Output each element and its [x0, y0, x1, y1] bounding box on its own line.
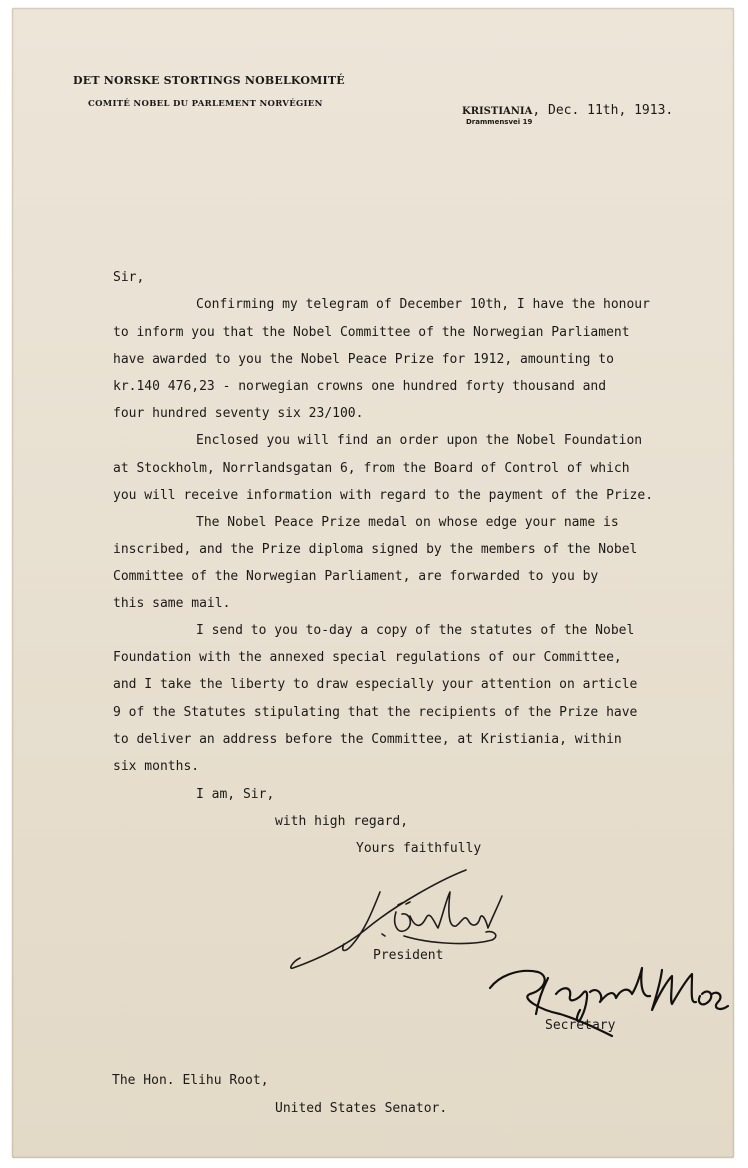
- body-line: six months.: [113, 759, 200, 774]
- body-line: and I take the liberty to draw especially your attention on article: [113, 677, 638, 692]
- date-line: [462, 104, 673, 119]
- letterhead-title: DET NORSKE STORTINGS NOBELKOMITÉ: [73, 74, 345, 87]
- body-line: Foundation with the annexed special regulations of our Committee,: [113, 650, 622, 665]
- body-line: this same mail.: [113, 596, 231, 611]
- body-line: at Stockholm, Norrlandsgatan 6, from the Board of Control of which: [113, 461, 630, 476]
- body-line: you will receive information with regard to the payment of the Prize.: [113, 488, 654, 503]
- body-line: inscribed, and the Prize diploma signed by the members of the Nobel: [113, 542, 638, 557]
- recipient-title: United States Senator.: [275, 1101, 448, 1116]
- body-line: Enclosed you will find an order upon the Nobel Foundation: [196, 433, 643, 448]
- body-line: Confirming my telegram of December 10th, I have the honour: [196, 297, 650, 312]
- body-line: Committee of the Norwegian Parliament, are forwarded to you by: [113, 569, 599, 584]
- body-line: to inform you that the Nobel Committee of the Norwegian Parliament: [113, 325, 630, 340]
- closing-line: with high regard,: [275, 814, 409, 829]
- letterhead-address: Drammensvei 19: [466, 118, 533, 126]
- recipient-name: The Hon. Elihu Root,: [112, 1073, 269, 1088]
- body-line: to deliver an address before the Committee, at Kristiania, within: [113, 732, 622, 747]
- secretary-label: Secretary: [545, 1018, 616, 1033]
- body-line: I send to you to-day a copy of the statutes of the Nobel: [196, 623, 635, 638]
- body-line: 9 of the Statutes stipulating that the recipients of the Prize have: [113, 705, 638, 720]
- body-line: have awarded to you the Nobel Peace Prize for 1912, amounting to: [113, 352, 614, 367]
- letterhead-subtitle: COMITÉ NOBEL DU PARLEMENT NORVÉGIEN: [88, 99, 323, 109]
- salutation: Sir,: [113, 270, 145, 285]
- body-line: kr.140 476,23 - norwegian crowns one hundred forty thousand and: [113, 379, 607, 394]
- date-city: KRISTIANIA: [462, 106, 533, 117]
- closing-line: I am, Sir,: [196, 787, 275, 802]
- closing-line: Yours faithfully: [356, 841, 482, 856]
- body-line: four hundred seventy six 23/100.: [113, 406, 364, 421]
- body-line: The Nobel Peace Prize medal on whose edge your name is: [196, 515, 619, 530]
- date-text: , Dec. 11th, 1913.: [532, 103, 674, 118]
- president-label: President: [373, 948, 444, 963]
